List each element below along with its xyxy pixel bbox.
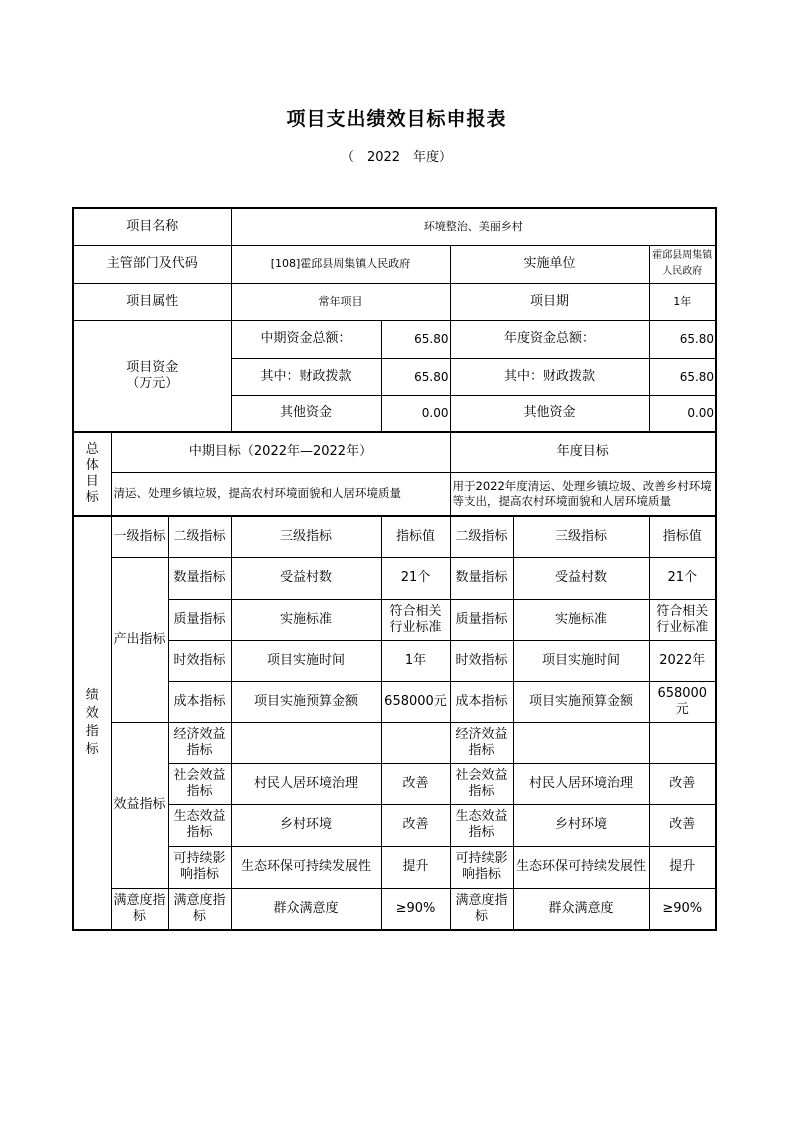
table-row-value: 改善 — [381, 763, 450, 804]
table-row-year-value: 改善 — [649, 763, 716, 804]
table-row-value: 658000元 — [381, 681, 450, 722]
table-row-l2: 成本指标 — [168, 681, 231, 722]
table-row-l3 — [231, 722, 381, 763]
table-row-l3: 受益村数 — [231, 557, 381, 599]
col-level3-year: 三级指标 — [513, 516, 649, 557]
table-row-year-value: 符合相关行业标准 — [649, 599, 716, 640]
col-value: 指标值 — [381, 516, 450, 557]
attr-label: 项目属性 — [73, 283, 231, 320]
col-value-year: 指标值 — [649, 516, 716, 557]
table-row-l2: 可持续影响指标 — [168, 846, 231, 888]
table-row-year-l3: 生态环保可持续发展性 — [513, 846, 649, 888]
dept-label: 主管部门及代码 — [73, 245, 231, 283]
table-row-year-l2: 质量指标 — [450, 599, 513, 640]
table-row-value: 提升 — [381, 846, 450, 888]
table-row-year-l3: 村民人居环境治理 — [513, 763, 649, 804]
year-other-label: 其他资金 — [450, 395, 649, 432]
mid-fiscal-label: 其中：财政拨款 — [231, 358, 381, 395]
table-row-year-l2: 满意度指标 — [450, 888, 513, 930]
impl-label: 实施单位 — [450, 245, 649, 283]
table-row-l2: 社会效益指标 — [168, 763, 231, 804]
table-row-l2: 数量指标 — [168, 557, 231, 599]
performance-table — [72, 207, 717, 931]
table-row-year-l2: 时效指标 — [450, 640, 513, 681]
funds-label — [73, 320, 231, 432]
mid-total-label: 中期资金总额： — [231, 320, 381, 358]
funds-label-line1: 项目资金 — [126, 359, 179, 375]
year-total-value: 65.80 — [649, 320, 716, 358]
dept-value: [108]霍邱县周集镇人民政府 — [231, 245, 450, 283]
table-row-year-l3: 项目实施预算金额 — [513, 681, 649, 722]
table-row-l2: 满意度指标 — [168, 888, 231, 930]
col-level2: 二级指标 — [168, 516, 231, 557]
table-row-year-value: 改善 — [649, 804, 716, 846]
year-other-value: 0.00 — [649, 395, 716, 432]
table-row-l3: 项目实施预算金额 — [231, 681, 381, 722]
table-row-l3: 项目实施时间 — [231, 640, 381, 681]
table-row-year-value: 658000元 — [649, 681, 716, 722]
table-row-l3: 生态环保可持续发展性 — [231, 846, 381, 888]
table-row-l3: 实施标准 — [231, 599, 381, 640]
year-total-label: 年度资金总额： — [450, 320, 649, 358]
mid-other-value: 0.00 — [381, 395, 450, 432]
table-row-l2: 经济效益指标 — [168, 722, 231, 763]
table-row-l3: 群众满意度 — [231, 888, 381, 930]
table-row-year-value: 21个 — [649, 557, 716, 599]
funds-label-line2: （万元） — [126, 375, 179, 391]
year-goal-header: 年度目标 — [450, 432, 716, 472]
table-row-year-l3: 群众满意度 — [513, 888, 649, 930]
table-row-value: 21个 — [381, 557, 450, 599]
col-level3: 三级指标 — [231, 516, 381, 557]
table-row-year-l2: 成本指标 — [450, 681, 513, 722]
table-row-year-value: 2022年 — [649, 640, 716, 681]
table-row-l2: 生态效益指标 — [168, 804, 231, 846]
mid-total-value: 65.80 — [381, 320, 450, 358]
project-name-label: 项目名称 — [73, 208, 231, 245]
table-row-year-l3: 乡村环境 — [513, 804, 649, 846]
table-row-l3: 村民人居环境治理 — [231, 763, 381, 804]
table-row-l2: 时效指标 — [168, 640, 231, 681]
table-row-year-l3: 受益村数 — [513, 557, 649, 599]
benefit-label: 效益指标 — [111, 722, 168, 888]
col-level2-year: 二级指标 — [450, 516, 513, 557]
attr-value: 常年项目 — [231, 283, 450, 320]
table-row-year-l3: 项目实施时间 — [513, 640, 649, 681]
table-row-value: ≥90% — [381, 888, 450, 930]
year-goal-text: 用于2022年度清运、处理乡镇垃圾、改善乡村环境等支出，提高农村环境面貌和人居环境质量 — [450, 472, 716, 516]
goals-label: 总 体 目 标 — [73, 432, 111, 516]
table-row-year-l2: 社会效益指标 — [450, 763, 513, 804]
year-fiscal-label: 其中：财政拨款 — [450, 358, 649, 395]
table-row-year-l2: 数量指标 — [450, 557, 513, 599]
mid-goal-text: 清运、处理乡镇垃圾，提高农村环境面貌和人居环境质量 — [111, 472, 450, 516]
period-value: 1年 — [649, 283, 716, 320]
year-line: （ 2022 年度） — [340, 150, 453, 165]
table-row-year-l2: 生态效益指标 — [450, 804, 513, 846]
table-row-year-l3: 实施标准 — [513, 599, 649, 640]
year-fiscal-value: 65.80 — [649, 358, 716, 395]
mid-goal-header: 中期目标（2022年—2022年） — [111, 432, 450, 472]
table-row-year-value — [649, 722, 716, 763]
output-label: 产出指标 — [111, 557, 168, 722]
impl-value: 霍邱县周集镇人民政府 — [649, 245, 716, 283]
table-row-year-l2: 经济效益指标 — [450, 722, 513, 763]
mid-fiscal-value: 65.80 — [381, 358, 450, 395]
table-row-year-l2: 可持续影响指标 — [450, 846, 513, 888]
period-label: 项目期 — [450, 283, 649, 320]
page-title: 项目支出绩效目标申报表 — [286, 108, 507, 130]
indicators-side-label: 绩 效 指 标 — [73, 516, 111, 930]
table-row-l3: 乡村环境 — [231, 804, 381, 846]
table-row-value — [381, 722, 450, 763]
table-row-year-l3 — [513, 722, 649, 763]
table-row-value: 改善 — [381, 804, 450, 846]
table-row-year-value: ≥90% — [649, 888, 716, 930]
table-row-l2: 质量指标 — [168, 599, 231, 640]
satisfaction-label: 满意度指标 — [111, 888, 168, 930]
table-row-value: 符合相关行业标准 — [381, 599, 450, 640]
col-level1: 一级指标 — [111, 516, 168, 557]
mid-other-label: 其他资金 — [231, 395, 381, 432]
table-row-year-value: 提升 — [649, 846, 716, 888]
project-name-value: 环境整治、美丽乡村 — [231, 208, 716, 245]
table-row-value: 1年 — [381, 640, 450, 681]
